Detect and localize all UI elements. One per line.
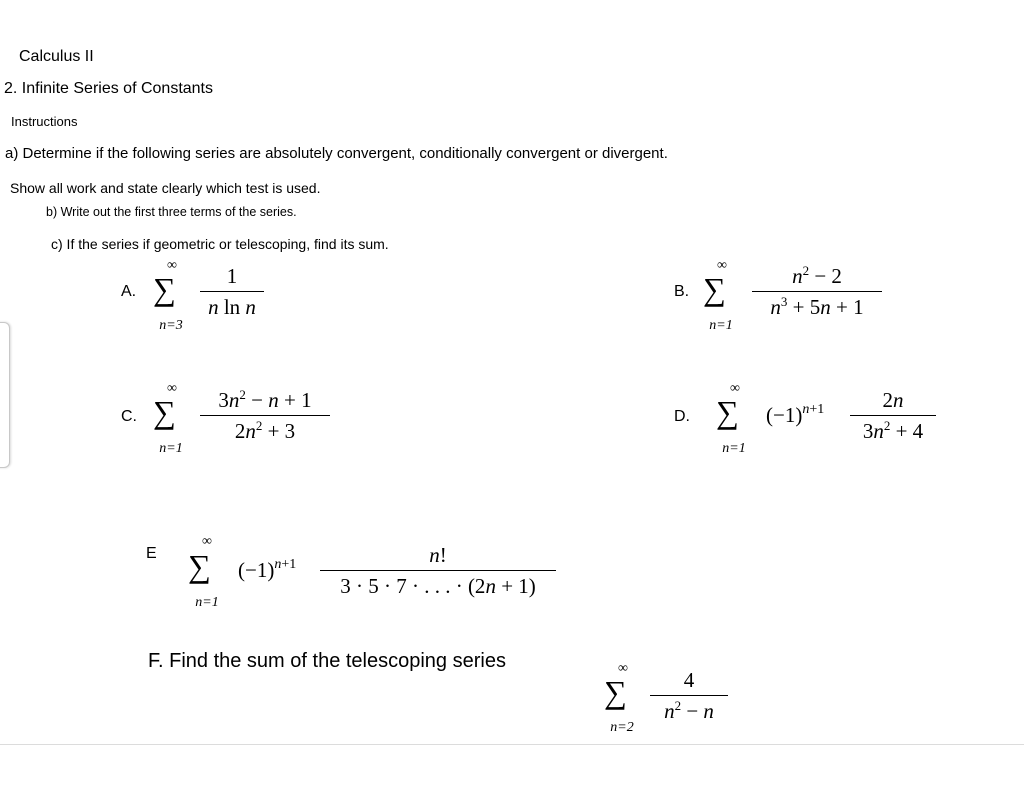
problem-a-fraction: 1 n ln n: [200, 264, 264, 319]
sum-lower-limit: n=1: [709, 318, 733, 333]
sigma-symbol: ∑: [188, 548, 211, 584]
problem-b-fraction: $n^2 - 2$ $n^3 + 5n + 1$: [752, 264, 882, 319]
problem-d-label: D.: [674, 408, 690, 425]
problem-f-fraction: 4 $n^2 - n$: [650, 668, 728, 723]
problem-e-fraction: n! 3 · 5 · 7 · . . . · (2n + 1): [320, 543, 556, 598]
side-panel-handle[interactable]: [0, 322, 10, 468]
sum-lower-limit: n=1: [159, 441, 183, 456]
instruction-c: c) If the series if geometric or telescoping, find its sum.: [51, 236, 389, 252]
sum-lower-limit: n=1: [195, 595, 219, 610]
sum-lower-limit: n=1: [722, 441, 746, 456]
section-title: 2. Infinite Series of Constants: [4, 80, 213, 97]
sigma-symbol: ∑: [604, 674, 627, 710]
sum-upper-limit: ∞: [730, 381, 740, 396]
problem-b-label: B.: [674, 283, 690, 300]
problem-e-label: E: [146, 545, 157, 562]
problem-d-fraction: 2n $3n^2 + 4$: [850, 388, 936, 443]
sigma-symbol: ∑: [703, 271, 726, 307]
sum-upper-limit: ∞: [202, 534, 212, 549]
sigma-symbol: ∑: [153, 394, 176, 430]
instruction-b: b) Write out the first three terms of the series.: [46, 205, 297, 219]
bottom-divider: [0, 744, 1024, 745]
problem-f-label: F. Find the sum of the telescoping series: [148, 650, 506, 672]
instruction-show-work: Show all work and state clearly which test is used.: [10, 180, 321, 196]
sum-upper-limit: ∞: [167, 258, 177, 273]
sum-lower-limit: n=3: [159, 318, 183, 333]
alternating-sign: $(-1)^{n+1}$: [766, 402, 825, 427]
instructions-label: Instructions: [11, 114, 78, 129]
sum-upper-limit: ∞: [717, 258, 727, 273]
sum-upper-limit: ∞: [167, 381, 177, 396]
sigma-symbol: ∑: [716, 394, 739, 430]
problem-c-fraction: $3n^2 - n + 1$ $2n^2 + 3$: [200, 388, 330, 443]
alternating-sign: $(-1)^{n+1}$: [238, 557, 297, 582]
sum-upper-limit: ∞: [618, 661, 628, 676]
sigma-symbol: ∑: [153, 271, 176, 307]
instruction-a: a) Determine if the following series are absolutely convergent, conditionally convergent or divergent.: [5, 145, 668, 162]
course-title: Calculus II: [19, 48, 94, 65]
sum-lower-limit: n=2: [610, 720, 634, 735]
problem-c-label: C.: [121, 408, 137, 425]
problem-a-label: A.: [121, 283, 137, 300]
